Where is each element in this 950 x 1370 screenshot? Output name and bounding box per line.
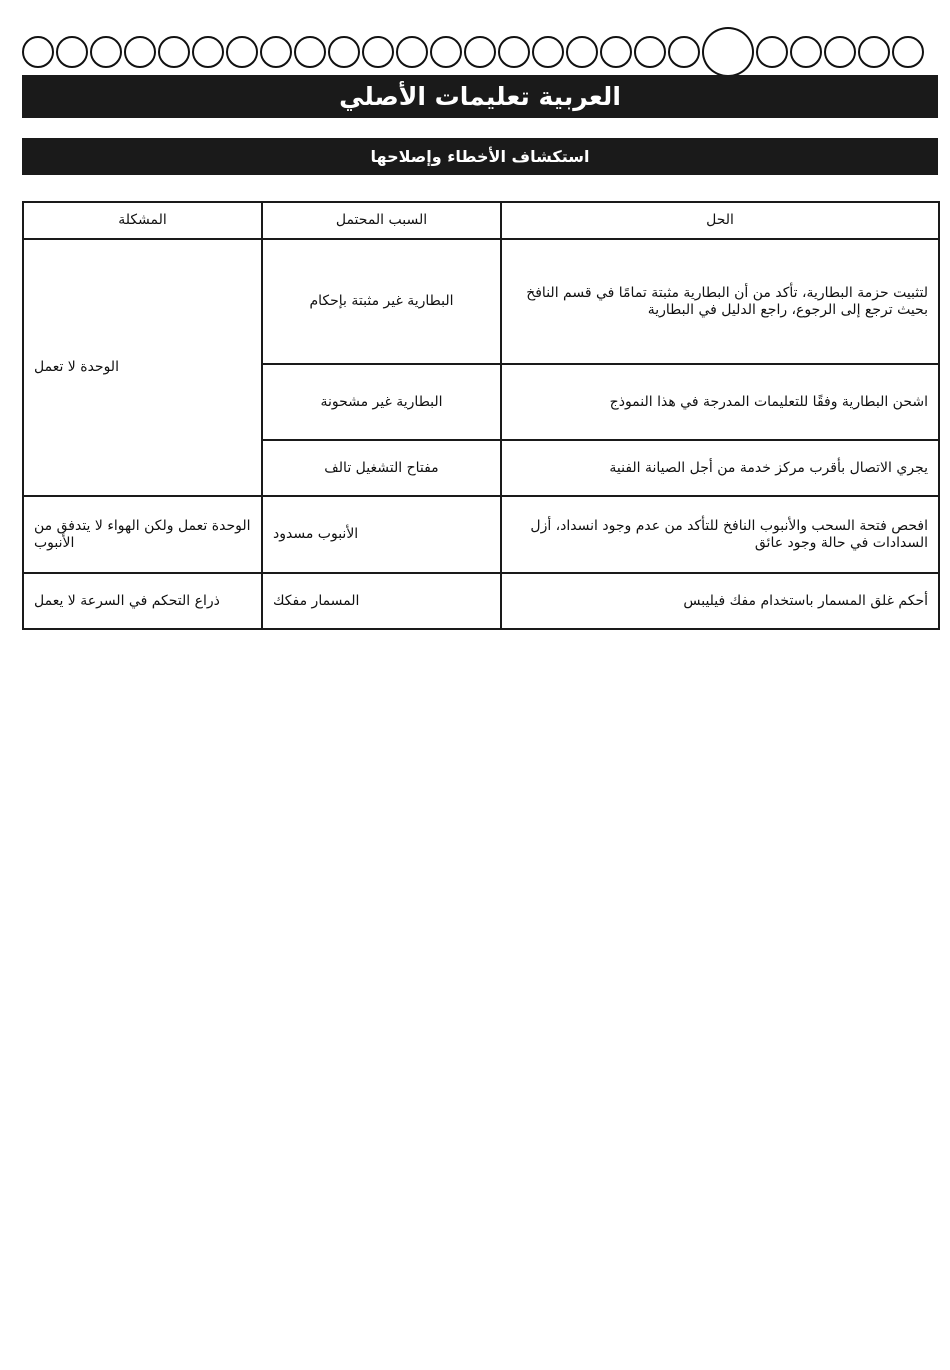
troubleshooting-table [22,201,940,630]
decorative-circle [260,36,292,68]
page-title: العربية تعليمات الأصلي [339,82,621,111]
solution-cell: اشحن البطارية وفقًا للتعليمات المدرجة في هذا النموذج [501,364,939,440]
cause-cell: مفتاح التشغيل تالف [262,440,501,496]
cause-cell: الأنبوب مسدود [262,496,501,573]
decorative-circle [90,36,122,68]
decorative-circle-row [22,30,932,76]
problem-cell: الوحدة لا تعمل [23,239,262,496]
solution-cell: لتثبيت حزمة البطارية، تأكد من أن البطارية مثبتة تمامًا في قسم النافخ بحيث ترجع إلى الرجوع، راجع الدليل في البطارية [501,239,939,364]
decorative-circle [192,36,224,68]
solution-cell: أحكم غلق المسمار باستخدام مفك فيليبس [501,573,939,629]
solution-cell: يجري الاتصال بأقرب مركز خدمة من أجل الصيانة الفنية [501,440,939,496]
header-solution: الحل [501,202,939,239]
decorative-circle [634,36,666,68]
decorative-circle [600,36,632,68]
decorative-circle [226,36,258,68]
cause-cell: البطارية غير مشحونة [262,364,501,440]
decorative-circle [56,36,88,68]
decorative-circle [124,36,156,68]
decorative-circle [362,36,394,68]
decorative-circle [396,36,428,68]
decorative-circle [22,36,54,68]
decorative-circle [328,36,360,68]
header-cause: السبب المحتمل [262,202,501,239]
page-title-bar [22,75,938,118]
solution-cell: افحص فتحة السحب والأنبوب النافخ للتأكد من عدم وجود انسداد، أزل السدادات في حالة وجود عائق [501,496,939,573]
decorative-circle [532,36,564,68]
table-row [23,239,939,364]
decorative-circle [158,36,190,68]
decorative-circle [668,36,700,68]
section-title-bar [22,138,938,175]
decorative-circle [464,36,496,68]
header-problem: المشكلة [23,202,262,239]
table-row [23,573,939,629]
decorative-circle [892,36,924,68]
problem-cell: الوحدة تعمل ولكن الهواء لا يتدفق من الأنبوب [23,496,262,573]
decorative-circle [824,36,856,68]
table-row [23,496,939,573]
cause-cell: البطارية غير مثبتة بإحكام [262,239,501,364]
decorative-circle [498,36,530,68]
problem-cell: ذراع التحكم في السرعة لا يعمل [23,573,262,629]
decorative-circle [566,36,598,68]
decorative-circle [790,36,822,68]
decorative-circle [756,36,788,68]
decorative-circle [858,36,890,68]
table-header-row [23,202,939,239]
decorative-circle [430,36,462,68]
decorative-circle [702,27,754,77]
decorative-circle [294,36,326,68]
section-title: استكشاف الأخطاء وإصلاحها [370,147,590,166]
cause-cell: المسمار مفكك [262,573,501,629]
